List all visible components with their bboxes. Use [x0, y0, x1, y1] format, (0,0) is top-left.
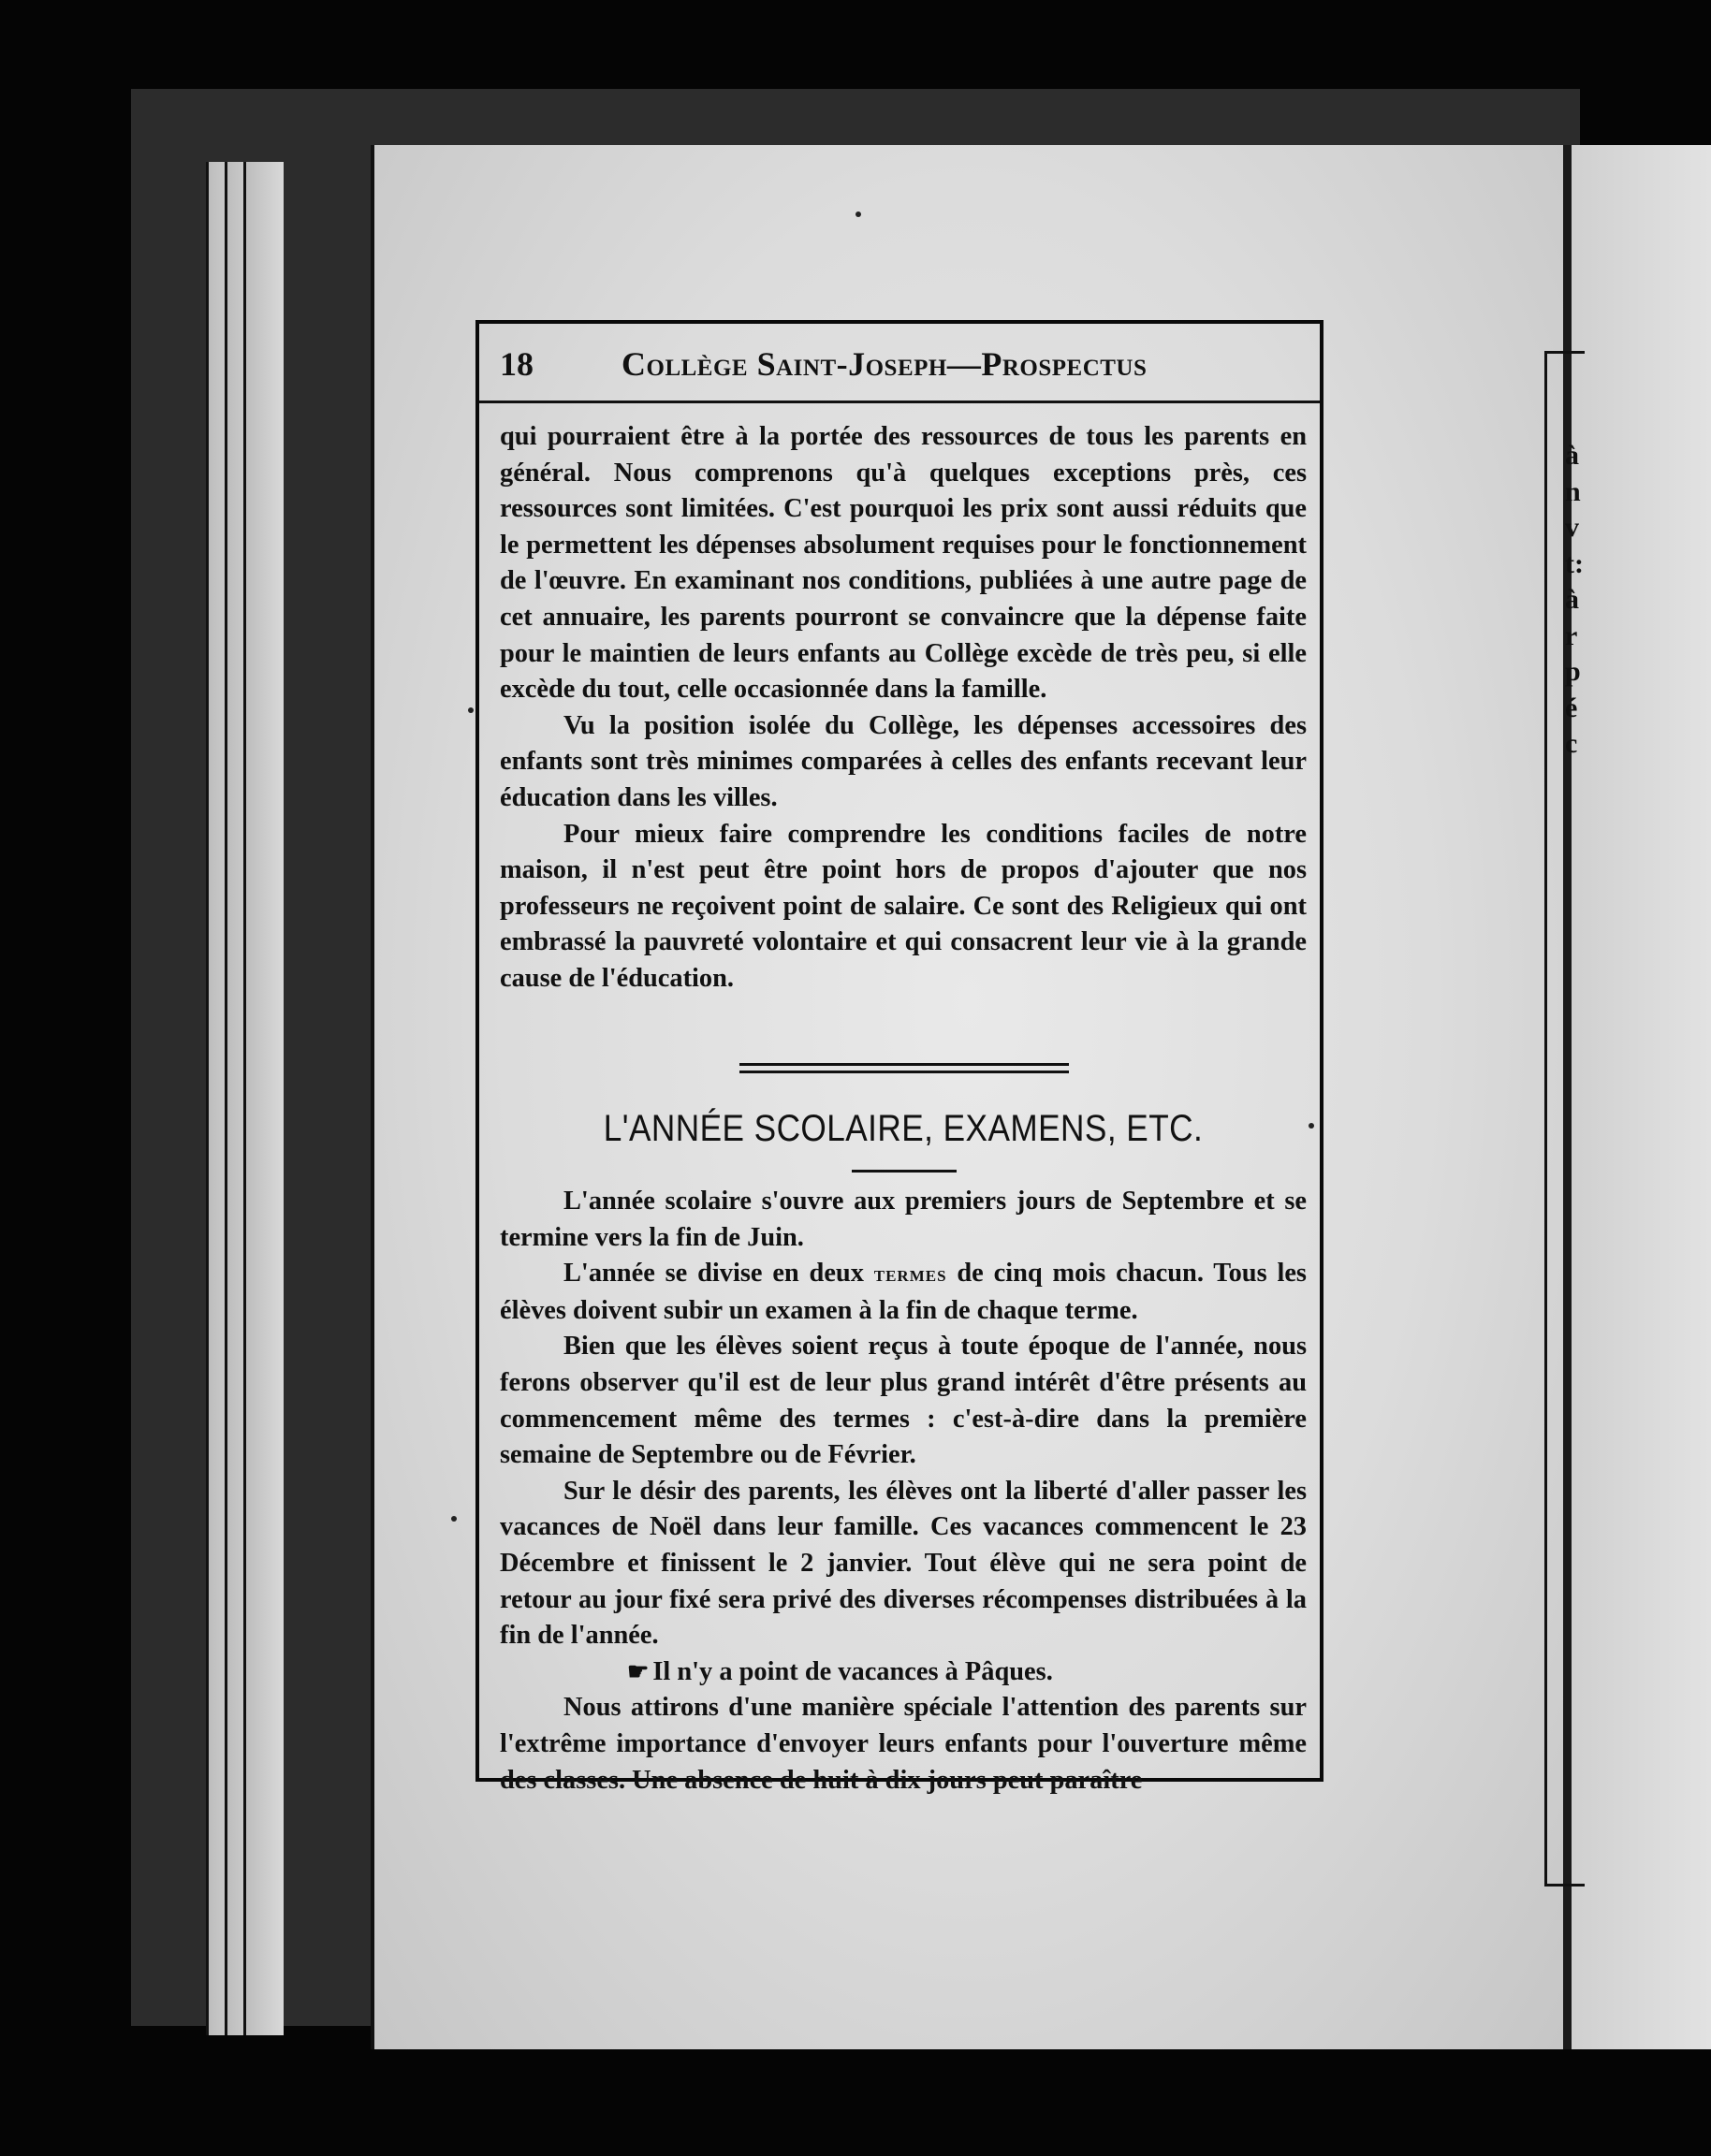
section-double-rule — [739, 1063, 1069, 1073]
scan-speck — [468, 707, 474, 713]
paragraph: Nous attirons d'une manière spéciale l'attention des parents sur l'extrême importance d'envoyer leurs enfants pour l'ouverture même des classes. Une absence de huit à dix jours peut paraître — [500, 1693, 1307, 1795]
body-text-section — [500, 1184, 1307, 1799]
facing-letter: n — [1565, 475, 1581, 507]
page-stack-edge — [243, 162, 284, 2035]
paragraph: Sur le désir des parents, les élèves ont la liberté d'aller passer les vacances de Noël dans leur famille. Ces vacances commencent le 23 Décembre et finissent le 2 janvier. Tout élève qui ne sera point de retour au jour fixé sera privé des diverses récompenses distribuées à la fin de l'année. — [500, 1476, 1307, 1651]
paragraph-text: L'année se divise en deux — [563, 1259, 864, 1289]
paragraph: qui pourraient être à la portée des ressources de tous les parents en général. Nous comprenons qu'à quelques exceptions près, ces ressources sont limitées. C'est pourquoi les prix sont aussi réduits que le permettent les dépenses absolument requises pour le fonctionnement de l'œuvre. En examinant nos conditions, publiées à une autre page de cet annuaire, les parents pourront se convaincre que la dépense faite pour le maintien de leurs enfants au Collège excède de très peu, si elle excède du tout, celle occasionnée dans la famille. — [500, 422, 1307, 705]
facing-letter: é — [1565, 692, 1578, 723]
page-number: 18 — [500, 345, 534, 383]
facing-letter: à — [1565, 440, 1579, 471]
manicule-icon: ☛ — [627, 1657, 650, 1685]
facing-letter: c — [1565, 728, 1578, 759]
paragraph — [500, 1256, 1307, 1329]
facing-letter: r — [1565, 619, 1578, 651]
term-word: termes — [873, 1262, 947, 1288]
facing-page-text — [1565, 438, 1584, 763]
scan-speck — [451, 1516, 457, 1522]
paragraph — [500, 1654, 1307, 1691]
paragraph-text: de cinq mois chacun. Tous les élèves doivent subir un examen à la fin de chaque terme. — [500, 1259, 1307, 1325]
paragraph: Pour mieux faire comprendre les conditions faciles de notre maison, il n'est peut être point hors de propos d'ajouter que nos professeurs ne reçoivent point de salaire. Ce sont des Religieux qui ont embrassé la pauvreté volontaire et qui consacrent leur vie à la grande cause de l'éducation. — [500, 819, 1307, 993]
paragraph: L'année scolaire s'ouvre aux premiers jours de Septembre et se termine vers la fin de Juin. — [500, 1187, 1307, 1252]
scan-speck — [856, 211, 861, 217]
paragraph-text: Il n'y a point de vacances à Pâques. — [652, 1656, 1053, 1686]
page-header — [500, 344, 1295, 389]
paragraph: Vu la position isolée du Collège, les dépenses accessoires des enfants sont très minimes comparées à celles des enfants recevant leur éducation dans les villes. — [500, 710, 1307, 812]
section-short-rule — [852, 1170, 957, 1173]
facing-letter: p — [1565, 656, 1581, 687]
running-head: Collège Saint-Joseph—Prospectus — [622, 345, 1148, 383]
facing-page — [1572, 145, 1711, 2049]
facing-letter: v — [1565, 512, 1579, 543]
scan-speck — [1309, 1123, 1314, 1129]
section-title: L'ANNÉE SCOLAIRE, EXAMENS, ETC. — [603, 1108, 1204, 1149]
body-text-top — [500, 419, 1307, 998]
facing-letter: t: — [1565, 547, 1584, 579]
paragraph: Bien que les élèves soient reçus à toute époque de l'année, nous ferons observer qu'il est de leur plus grand intérêt d'être présents au commencement même des termes : c'est-à-dire dans la première semaine de Septembre ou de Février. — [500, 1332, 1307, 1470]
facing-letter: à — [1565, 584, 1579, 615]
header-rule — [479, 401, 1320, 403]
